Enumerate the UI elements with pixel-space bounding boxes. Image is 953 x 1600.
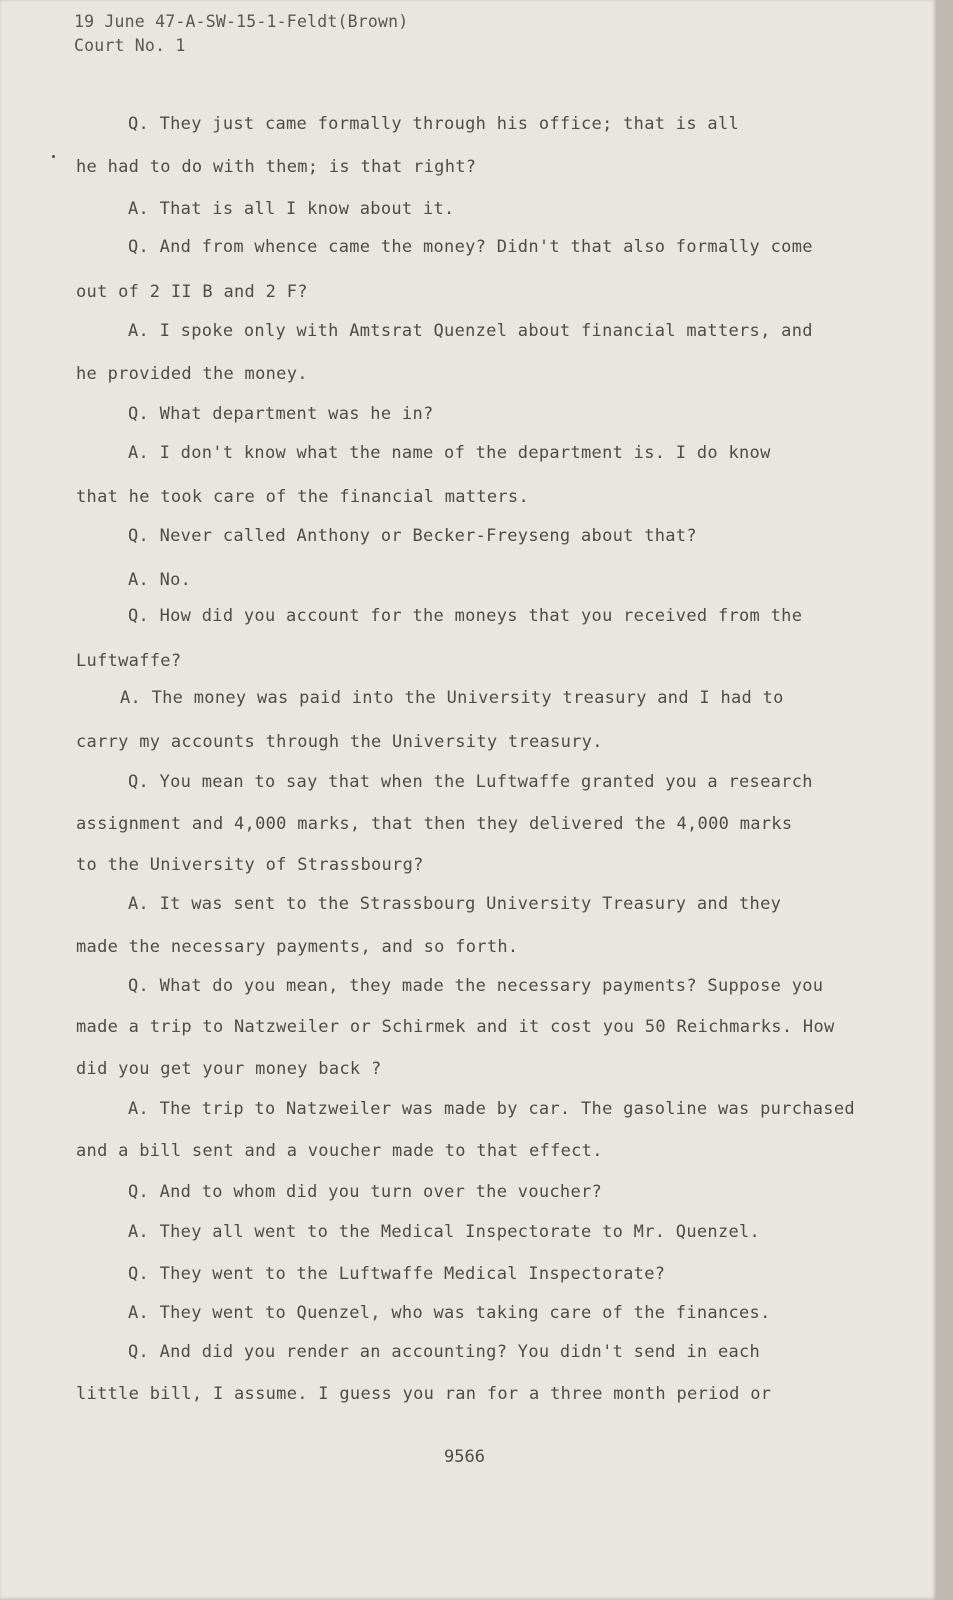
transcript-line: that he took care of the financial matters.	[76, 487, 529, 507]
transcript-line: carry my accounts through the University treasury.	[76, 732, 603, 752]
transcript-line: did you get your money back ?	[76, 1059, 382, 1079]
transcript-line: Q. They went to the Luftwaffe Medical Inspectorate?	[128, 1264, 666, 1284]
transcript-line: A. The trip to Natzweiler was made by car. The gasoline was purchased	[128, 1099, 855, 1119]
transcript-line: A. The money was paid into the University treasury and I had to	[120, 688, 784, 708]
transcript-line: little bill, I assume. I guess you ran for a three month period or	[76, 1384, 772, 1404]
transcript-line: Q. Never called Anthony or Becker-Freyseng about that?	[128, 526, 697, 546]
transcript-line: made a trip to Natzweiler or Schirmek and it cost you 50 Reichmarks. How	[76, 1017, 835, 1037]
header-reference: 19 June 47-A-SW-15-1-Feldt(Brown)	[74, 12, 409, 31]
transcript-line: Q. And from whence came the money? Didn't that also formally come	[128, 237, 813, 257]
transcript-line: Q. And did you render an accounting? You didn't send in each	[128, 1342, 761, 1362]
transcript-line: Q. And to whom did you turn over the voucher?	[128, 1182, 603, 1202]
margin-mark	[52, 155, 55, 158]
scan-background-edge	[936, 0, 953, 1600]
transcript-line: A. No.	[128, 570, 192, 590]
transcript-line: Q. What do you mean, they made the necessary payments? Suppose you	[128, 976, 824, 996]
transcript-line: he had to do with them; is that right?	[76, 157, 477, 177]
transcript-line: A. It was sent to the Strassbourg University Treasury and they	[128, 894, 782, 914]
transcript-line: Q. You mean to say that when the Luftwaffe granted you a research	[128, 772, 813, 792]
transcript-line: made the necessary payments, and so forth.	[76, 937, 519, 957]
transcript-line: to the University of Strassbourg?	[76, 855, 424, 875]
transcript-line: A. They all went to the Medical Inspectorate to Mr. Quenzel.	[128, 1222, 761, 1242]
transcript-line: and a bill sent and a voucher made to that effect.	[76, 1141, 603, 1161]
transcript-line: out of 2 II B and 2 F?	[76, 282, 308, 302]
transcript-line: A. That is all I know about it.	[128, 199, 455, 219]
transcript-line: A. They went to Quenzel, who was taking care of the finances.	[128, 1303, 771, 1323]
transcript-line: Q. They just came formally through his office; that is all	[128, 114, 740, 134]
transcript-line: assignment and 4,000 marks, that then they delivered the 4,000 marks	[76, 814, 793, 834]
transcript-line: A. I spoke only with Amtsrat Quenzel about financial matters, and	[128, 321, 813, 341]
transcript-line: Q. How did you account for the moneys that you received from the	[128, 606, 803, 626]
transcript-line: A. I don't know what the name of the department is. I do know	[128, 443, 771, 463]
header-court: Court No. 1	[74, 36, 186, 55]
page-number: 9566	[444, 1447, 485, 1467]
transcript-line: Q. What department was he in?	[128, 404, 434, 424]
transcript-line: he provided the money.	[76, 364, 308, 384]
transcript-line: Luftwaffe?	[76, 651, 182, 671]
